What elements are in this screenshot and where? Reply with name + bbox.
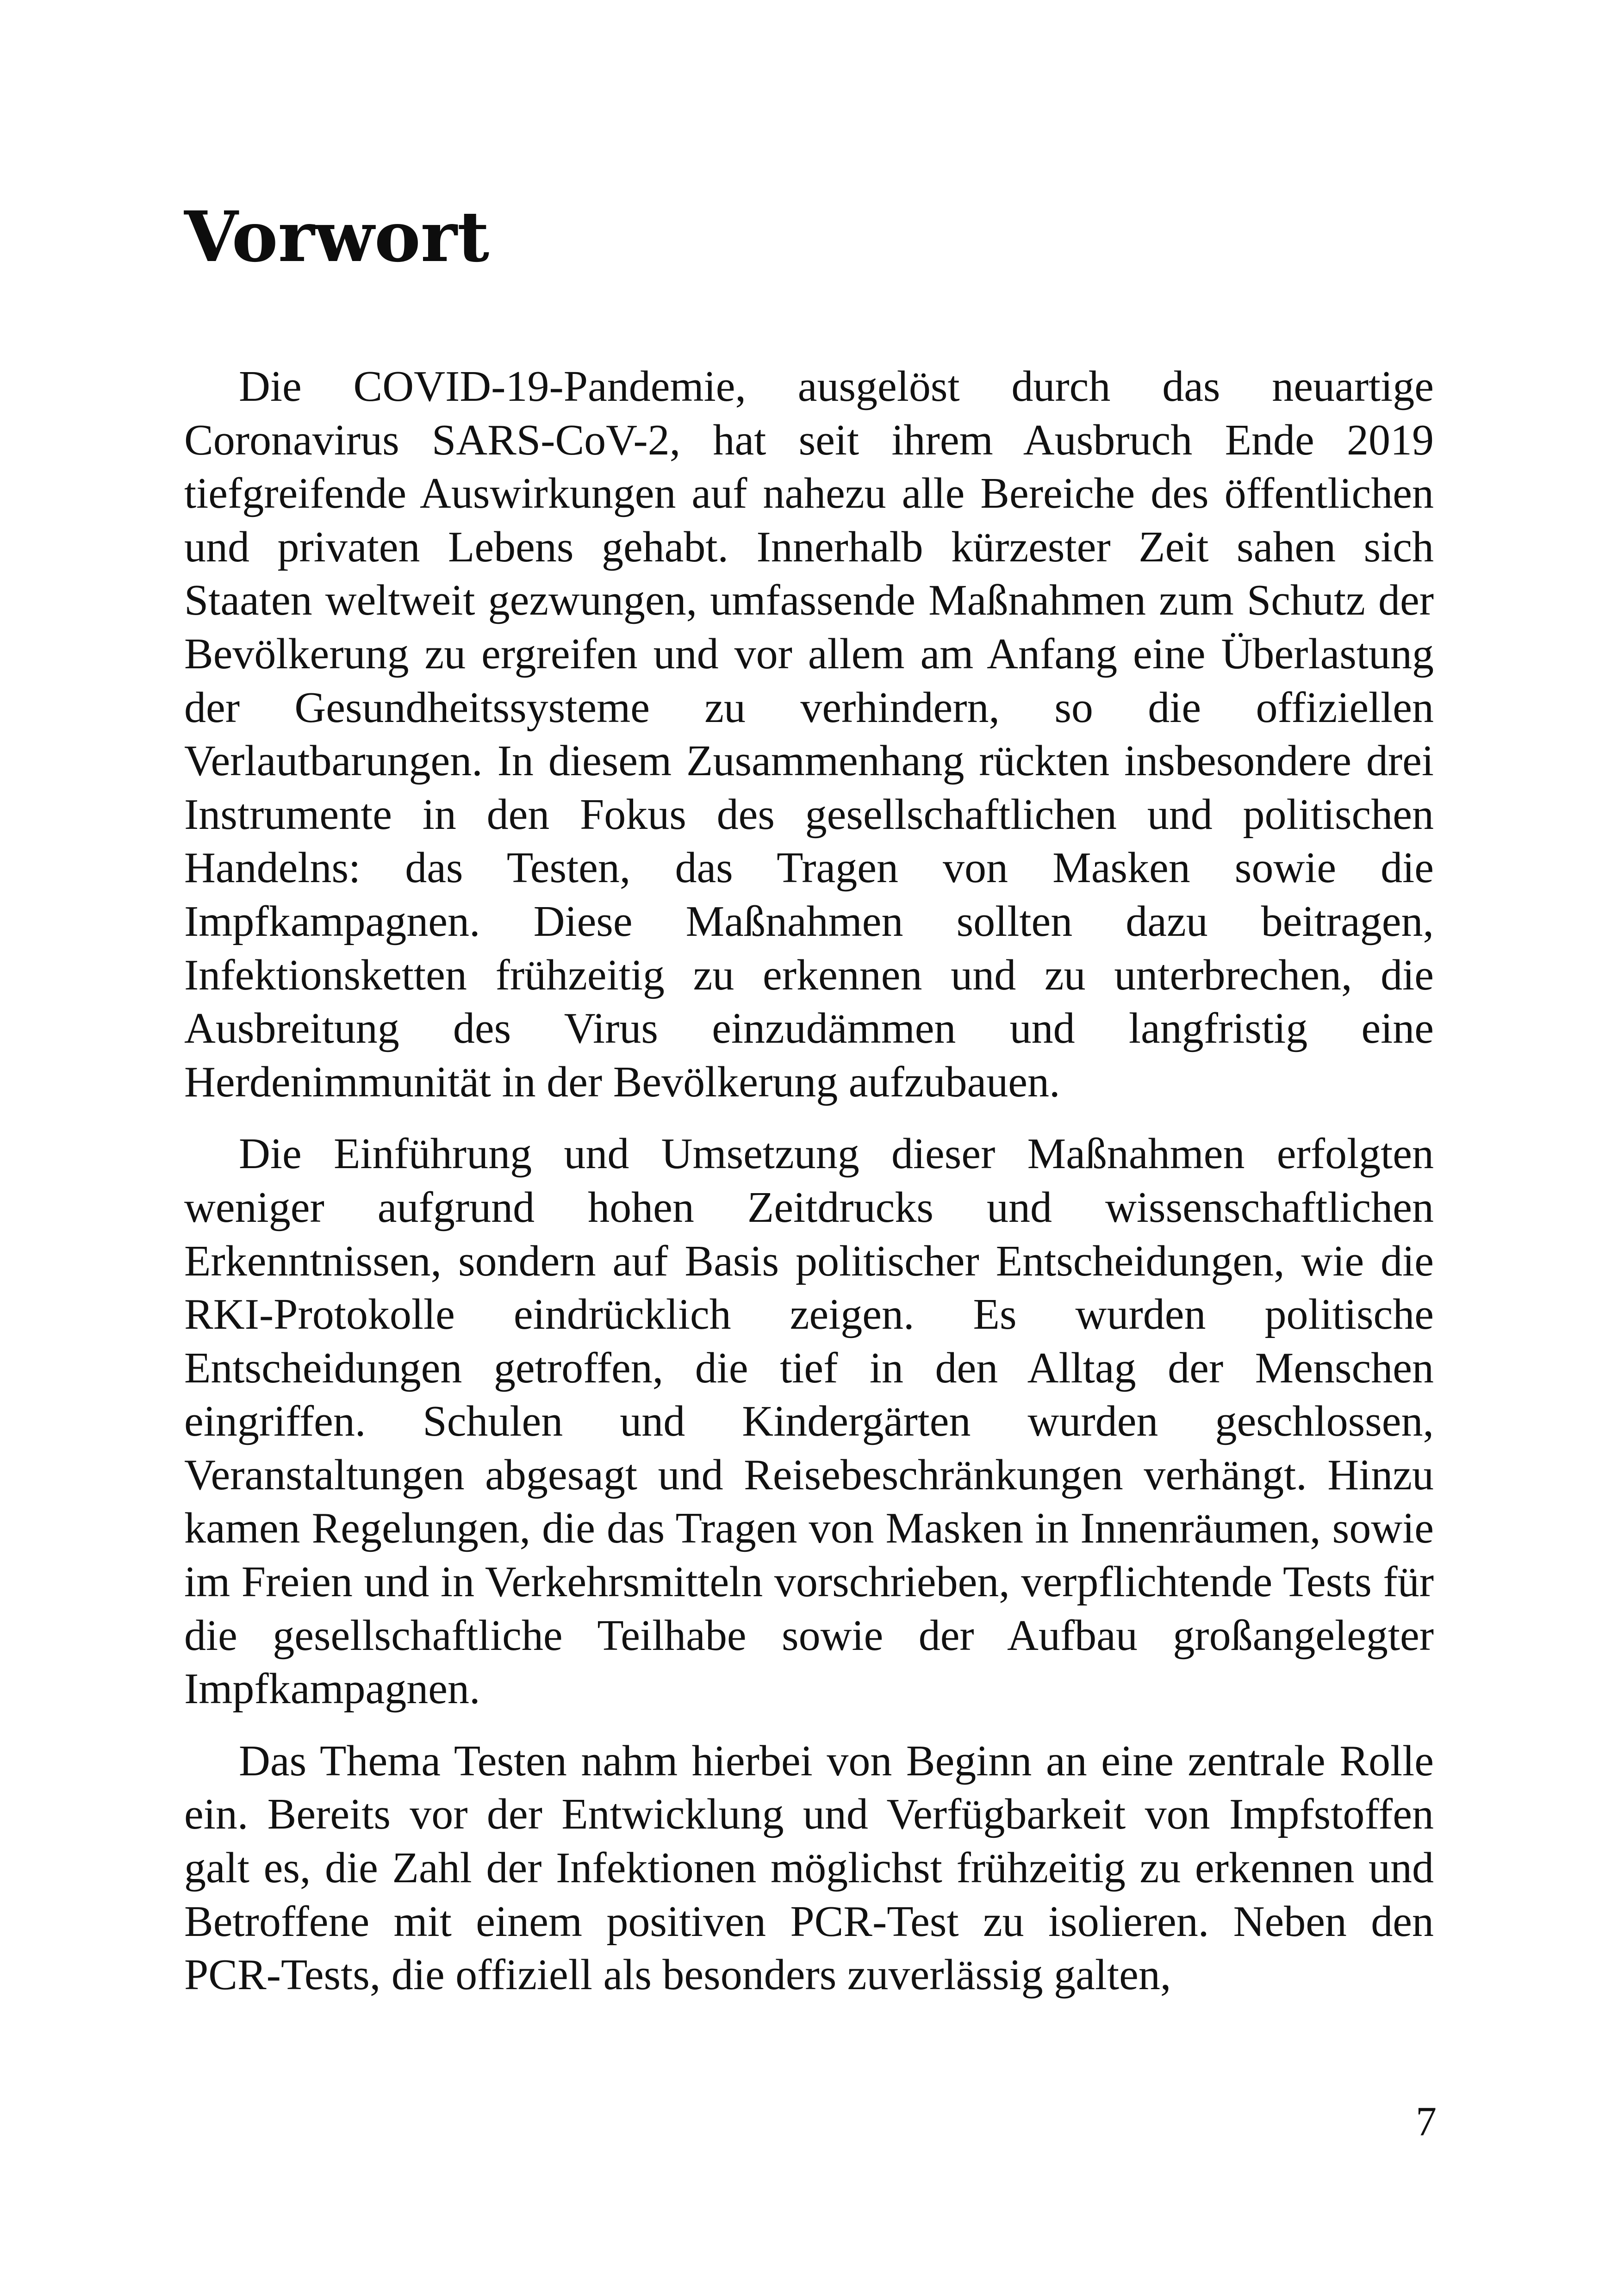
chapter-title: Vorwort [184,196,490,278]
body-text [184,360,1434,2021]
paragraph-2: Die Einführung und Umsetzung dieser Maßnahmen erfolgten weniger aufgrund hohen Zeitdrucks und wissenschaftlichen Erkenntnissen, sondern auf Basis politischer Entscheidungen, wie die RKI-Protokolle eindrücklich zeigen. Es wurden politische Entscheidungen getroffen, die tief in den Alltag der Menschen eingriffen. Schulen und Kindergärten wurden geschlossen, Veranstaltungen abgesagt und Reisebeschränkungen verhängt. Hinzu kamen Regelungen, die das Tragen von Masken in Innenräumen, sowie im Freien und in Verkehrsmitteln vorschrieben, verpflichtende Tests für die gesellschaftliche Teilhabe sowie der Aufbau großangelegter Impfkampagnen. [184,1130,1434,1713]
page-number: 7 [1416,2099,1437,2145]
paragraph-1: Die COVID-19-Pandemie, ausgelöst durch das neuartige Coronavirus SARS-CoV-2, hat seit ihrem Ausbruch Ende 2019 tiefgreifende Auswirkungen auf nahezu alle Bereiche des öffentlichen und privaten Lebens gehabt. Innerhalb kürzester Zeit sahen sich Staaten weltweit gezwungen, umfassende Maßnahmen zum Schutz der Bevölkerung zu ergreifen und vor allem am Anfang eine Überlastung der Gesundheitssysteme zu verhindern, so die offiziellen Verlautbarungen. In diesem Zusammenhang rückten insbesondere drei Instrumente in den Fokus des gesellschaftlichen und politischen Handelns: das Testen, das Tragen von Masken sowie die Impfkampagnen. Diese Maßnahmen sollten dazu beitragen, Infektionsketten frühzeitig zu erkennen und zu unterbrechen, die Ausbreitung des Virus einzudämmen und langfristig eine Herdenimmunität in der Bevölkerung aufzubauen. [184,362,1434,1106]
paragraph-3: Das Thema Testen nahm hierbei von Beginn an eine zentrale Rolle ein. Bereits vor der Entwicklung und Verfügbarkeit von Impfstoffen galt es, die Zahl der Infektionen möglichst frühzeitig zu erkennen und Betroffene mit einem positiven PCR-Test zu isolieren. Neben den PCR-Tests, die offiziell als besonders zuverlässig galten, [184,1736,1434,1999]
